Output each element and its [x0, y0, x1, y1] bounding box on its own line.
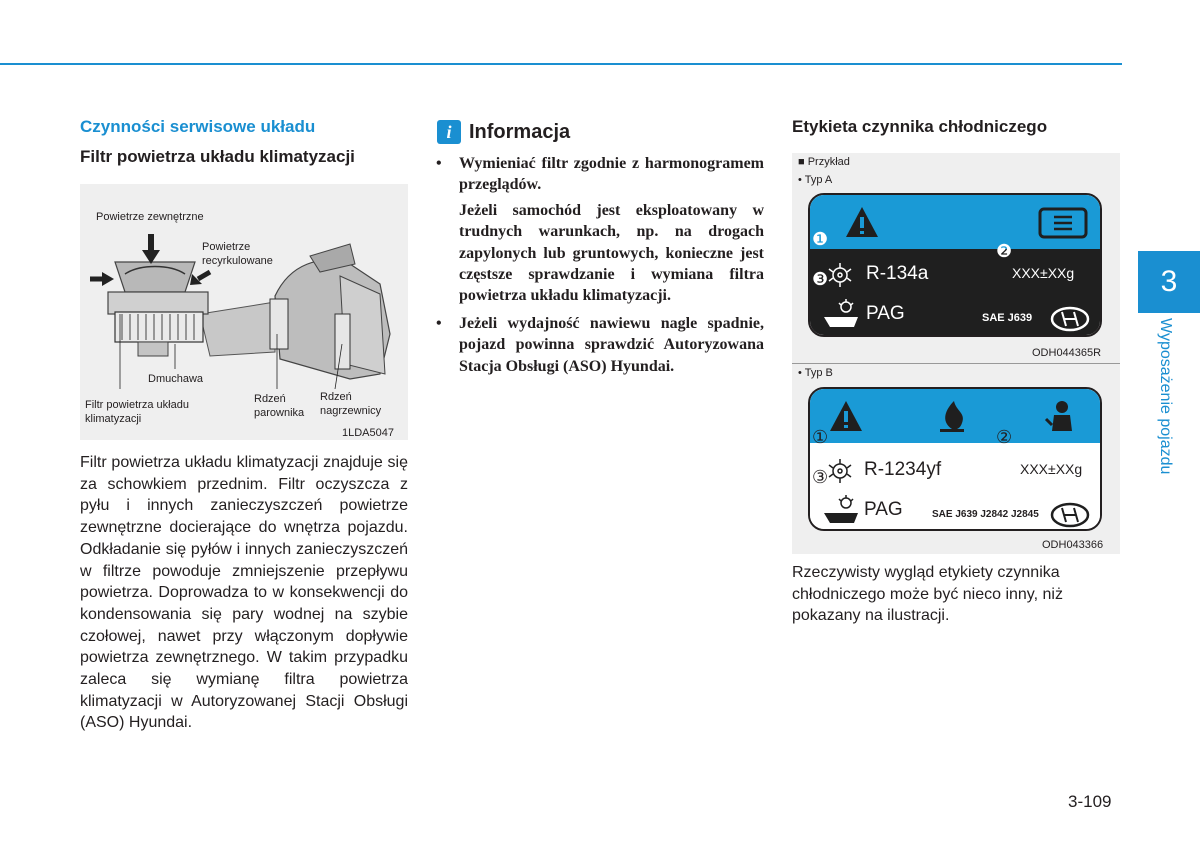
type-b-oil: PAG	[864, 499, 903, 520]
technician-icon	[1046, 401, 1072, 431]
label-heater: Rdzeń nagrzewnicy	[320, 391, 382, 417]
label-evaporator: Rdzeń parownika	[254, 393, 305, 419]
oil-icon	[839, 495, 853, 508]
bullet-text: Wymieniać filtr zgodnie z harmonogramem przeglądów.	[459, 155, 764, 194]
type-a-code: ODH044365R	[1032, 347, 1102, 359]
bullet-dot: •	[436, 314, 442, 332]
label-filter: Filtr powietrza układu klimatyzacji	[85, 399, 189, 425]
type-a-sae: SAE J639	[982, 312, 1033, 324]
chapter-title-vertical	[1150, 318, 1180, 508]
type-b-card-body	[810, 427, 1100, 531]
molecule-icon	[829, 263, 851, 287]
type-b-card-header	[810, 389, 1100, 443]
info-header	[437, 120, 570, 144]
hvac-filter-illustration	[80, 184, 408, 440]
ref-number-3: ❸	[812, 269, 829, 289]
ref-number-2: ❷	[996, 241, 1013, 261]
page-number: 3-109	[1068, 792, 1112, 811]
type-b-header-icons	[810, 389, 1102, 443]
example-label: ■ Przykład	[798, 156, 850, 168]
oilcan-icon	[824, 317, 858, 327]
ref-number-1: ❶	[812, 229, 829, 249]
type-a-oil: PAG	[866, 303, 905, 324]
oil-icon	[839, 299, 853, 312]
label-caption: Rzeczywisty wygląd etykiety czynnika chłodniczego może być nieco inny, niż pokazany na ilustracji.	[792, 564, 1063, 625]
type-b-label: • Typ B	[798, 367, 833, 379]
chapter-number: 3	[1160, 265, 1178, 298]
ref-number-3: ③	[812, 467, 829, 487]
figure-code: 1LDA5047	[342, 427, 394, 439]
molecule-icon	[829, 459, 851, 483]
type-a-label: • Typ A	[798, 174, 833, 186]
hyundai-logo-icon	[1052, 308, 1088, 330]
info-icon: i	[437, 120, 461, 144]
bullet-extra-paragraph: Jeżeli samochód jest eksploatowany w trudnych warunkach, np. na drogach zapylonych lub gruntowych, konieczne jest częstsze sprawdzanie i wymiana filtra powietrza układu klimatyzacji.	[459, 201, 764, 305]
refrigerant-label-figure	[792, 153, 1120, 554]
type-b-refrigerant: R-1234yf	[864, 459, 942, 480]
label-blower: Dmuchawa	[148, 373, 204, 385]
divider	[792, 363, 1120, 364]
type-a-body-icons	[810, 249, 1102, 337]
type-b-sae: SAE J639 J2842 J2845	[932, 509, 1039, 520]
chapter-tab	[1138, 251, 1200, 313]
info-bullet	[436, 313, 764, 377]
ref-number-2: ②	[996, 427, 1013, 447]
info-body	[436, 153, 764, 377]
ref-number-1: ①	[812, 427, 829, 447]
type-a-card-header	[810, 195, 1100, 249]
info-title: Informacja	[469, 120, 571, 143]
top-rule	[0, 63, 1122, 65]
filter-description: Filtr powietrza układu klimatyzacji znajduje się za schowkiem przednim. Filtr oczyszcza z pyłu i innych zanieczyszczeń powietrze zewnętrzne docierające do wnętrza pojazdu. Odkładanie się pyłów i innych zanieczyszczeń w filtrze powoduje zmniejszenie przepływu powietrza. Doprowadza to w konsekwencji do kondensowania się pary wodnej na szybie czołowej, nawet przy włączonym dopływie powietrza zewnętrznego. W takim przypadku zaleca się wymianę filtra powietrza klimatyzacji w Autoryzowanej Stacji Obsługi (ASO) Hyundai.	[80, 454, 408, 732]
flammable-icon	[940, 401, 964, 432]
refrigerant-label-title: Etykieta czynnika chłodniczego	[792, 117, 1048, 136]
oilcan-icon	[824, 513, 858, 523]
type-a-card-body	[810, 229, 1100, 337]
type-a-card	[808, 193, 1102, 337]
bullet-dot: •	[436, 155, 442, 172]
type-b-card	[808, 387, 1102, 531]
type-a-amount: XXX±XXg	[1012, 265, 1075, 281]
label-recirc-air: Powietrze recyrkulowane	[202, 241, 273, 267]
bullet-text: Jeżeli wydajność nawiewu nagle spadnie, pojazd powinna sprawdzić Autoryzowana Stacja Obsługi (ASO) Hyundai.	[459, 314, 764, 375]
hyundai-logo-icon	[1052, 504, 1088, 526]
subsection-title: Filtr powietrza układu klimatyzacji	[80, 147, 355, 166]
info-bullet	[436, 153, 764, 196]
section-title: Czynności serwisowe układu	[80, 117, 316, 136]
label-outside-air: Powietrze zewnętrzne	[96, 211, 204, 223]
chapter-title: Wyposażenie pojazdu	[1157, 318, 1174, 475]
type-b-amount: XXX±XXg	[1020, 461, 1083, 477]
type-a-refrigerant: R-134a	[866, 263, 929, 284]
type-b-code: ODH043366	[1042, 539, 1104, 551]
type-a-header-icons	[810, 195, 1102, 249]
